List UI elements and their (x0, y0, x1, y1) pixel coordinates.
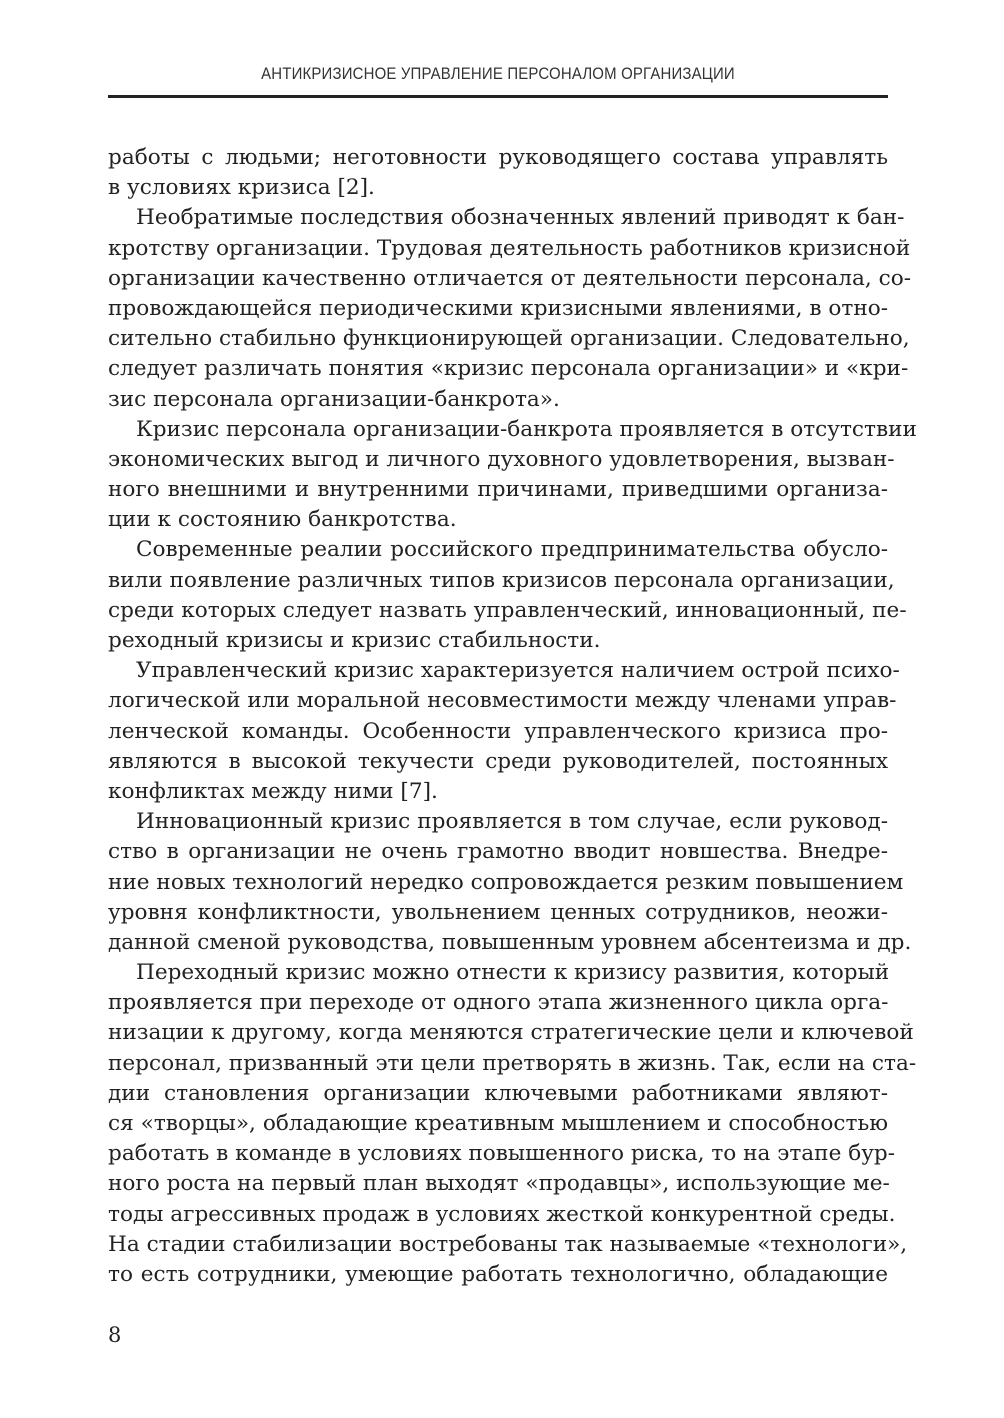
page-number: 8 (108, 1323, 122, 1347)
text-line: работы с людьми; неготовности руководящего состава управлять (108, 145, 888, 170)
header-rule (108, 95, 888, 98)
text-line: данной сменой руководства, повышенным уровнем абсентеизма и др. (108, 929, 912, 955)
text-line: низации к другому, когда меняются стратегические цели и ключевой (108, 1020, 914, 1046)
text-line: ленческой команды. Особенности управленческого кризиса про- (108, 718, 888, 744)
text-line: ние новых технологий нередко сопровождается резким повышением (108, 869, 904, 895)
text-line: то есть сотрудники, умеющие работать технологично, обладающие (108, 1261, 888, 1287)
text-line: следует различать понятия «кризис персонала организации» и «кри- (108, 356, 909, 382)
text-line: реходный кризисы и кризис стабильности. (108, 628, 601, 653)
text-line: в условиях кризиса [2]. (108, 175, 375, 201)
text-line: среди которых следует назвать управленческий, инновационный, пе- (108, 597, 907, 623)
text-line: тоды агрессивных продаж в условиях жесткой конкурентной среды. (108, 1201, 896, 1227)
text-line: вили появление различных типов кризисов персонала организации, (108, 567, 895, 593)
text-line: ного внешними и внутренними причинами, приведшими организа- (108, 477, 888, 503)
text-line: ного роста на первый план выходят «продавцы», использующие ме- (108, 1171, 890, 1197)
text-line: работать в команде в условиях повышенного риска, то на этапе бур- (108, 1141, 896, 1167)
text-line: На стадии стабилизации востребованы так называемые «технологи», (108, 1231, 908, 1257)
text-line: уровня конфликтности, увольнением ценных сотрудников, неожи- (108, 899, 888, 925)
text-line: ции к состоянию банкротства. (108, 507, 457, 533)
text-line: Переходный кризис можно отнести к кризису развития, который (136, 960, 890, 986)
text-line: дии становления организации ключевыми работниками являют- (108, 1080, 888, 1106)
text-line: Инновационный кризис проявляется в том случае, если руковод- (136, 809, 888, 835)
text-line: сительно стабильно функционирующей организации. Следовательно, (108, 326, 910, 352)
running-head-title: АНТИКРИЗИСНОЕ УПРАВЛЕНИЕ ПЕРСОНАЛОМ ОРГАНИЗАЦИИ (261, 64, 735, 83)
text-line: провождающейся периодическими кризисными явлениями, в отно- (108, 295, 889, 321)
text-line: проявляется при переходе от одного этапа жизненного цикла орга- (108, 990, 889, 1016)
text-line: Современные реалии российского предпринимательства обусло- (136, 537, 888, 563)
text-line: организации качественно отличается от деятельности персонала, со- (108, 265, 912, 291)
text-line: логической или моральной несовместимости между членами управ- (108, 688, 897, 714)
text-line: Необратимые последствия обозначенных явлений приводят к бан- (136, 205, 905, 231)
text-line: Кризис персонала организации-банкрота проявляется в отсутствии (136, 416, 917, 442)
text-line: Управленческий кризис характеризуется наличием острой психо- (136, 658, 900, 684)
text-line: кротству организации. Трудовая деятельность работников кризисной (108, 235, 911, 261)
text-line: ство в организации не очень грамотно вводит новшества. Внедре- (108, 839, 888, 865)
text-line: экономических выгод и личного духовного удовлетворения, вызван- (108, 446, 895, 472)
body-text (108, 143, 917, 1290)
text-line: ся «творцы», обладающие креативным мышлением и способностью (108, 1111, 888, 1136)
text-line: персонал, призванный эти цели претворять в жизнь. Так, если на ста- (108, 1050, 917, 1076)
text-line: конфликтах между ними [7]. (108, 778, 438, 804)
text-line: являются в высокой текучести среди руководителей, постоянных (108, 748, 888, 774)
text-line: зис персонала организации-банкрота». (108, 386, 560, 412)
